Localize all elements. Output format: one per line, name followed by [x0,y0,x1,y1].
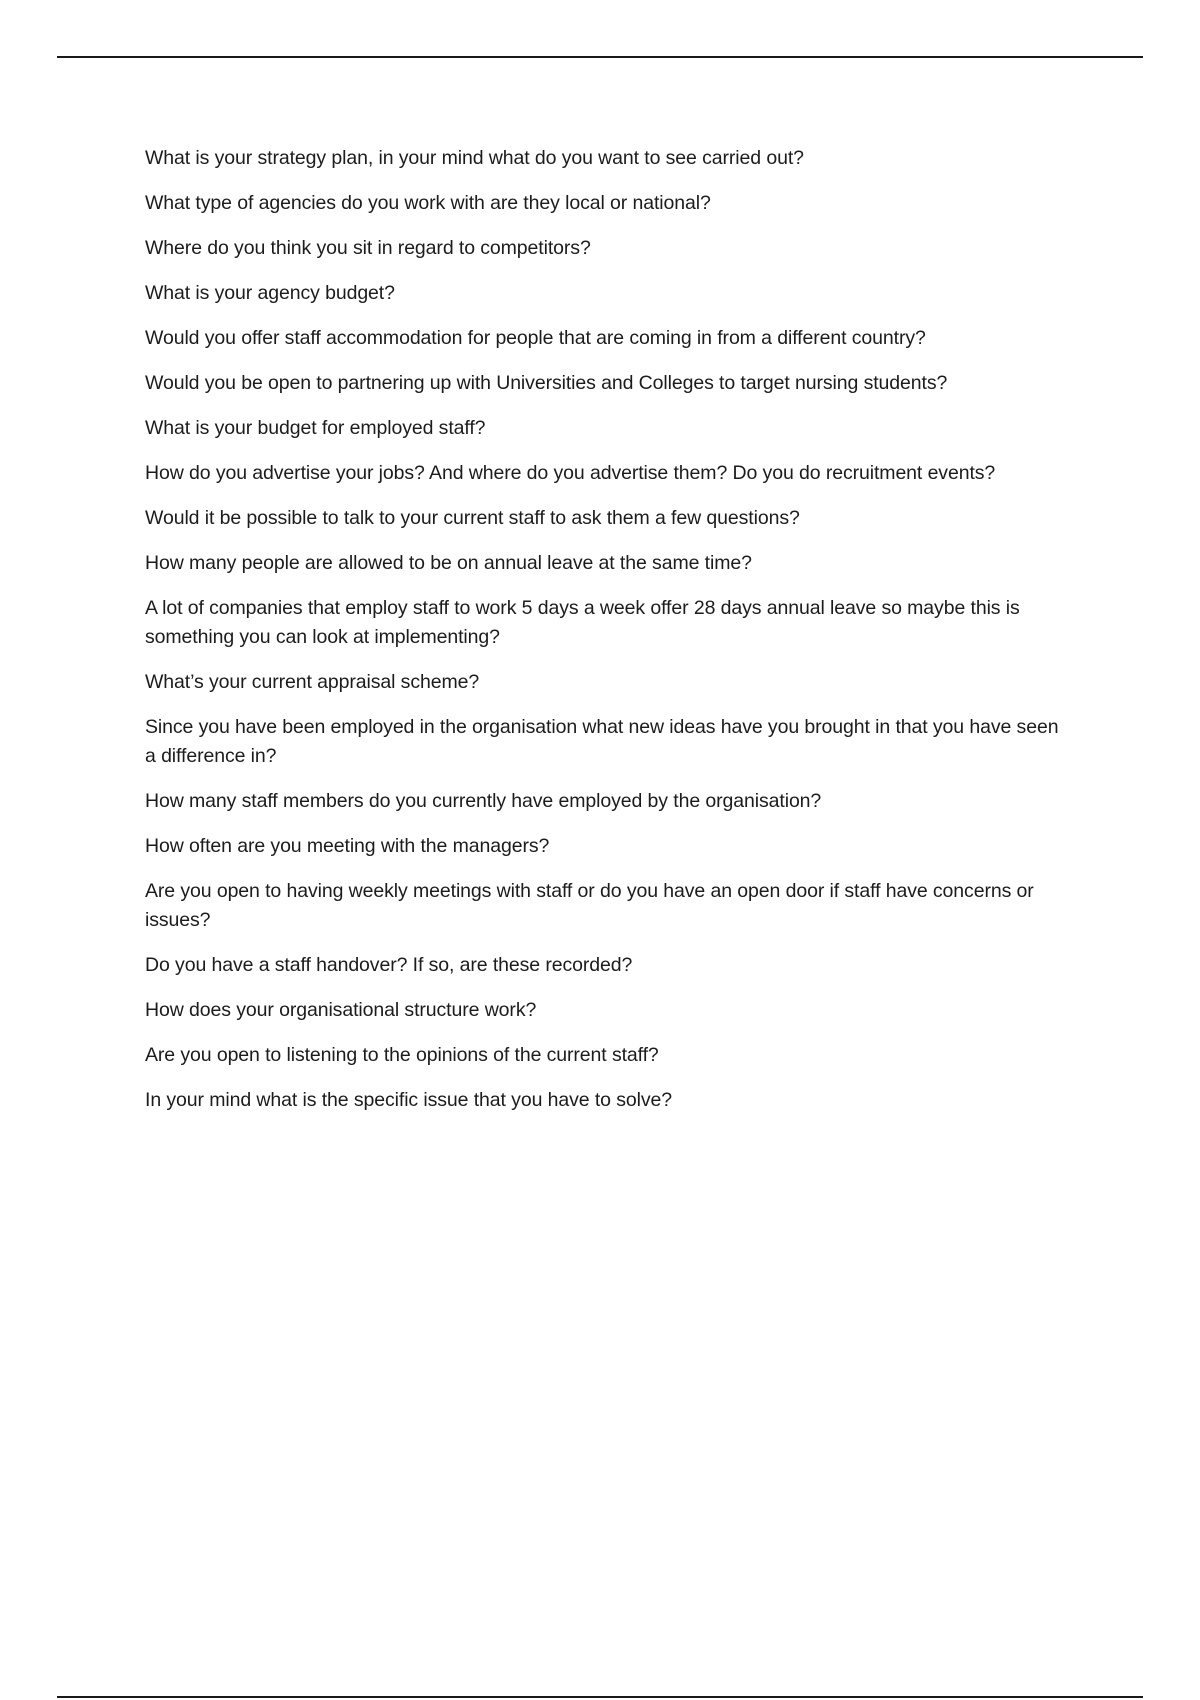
question-item: Do you have a staff handover? If so, are these recorded? [145,954,633,976]
question-item: What is your agency budget? [145,282,395,304]
question-item: How does your organisational structure work? [145,999,537,1021]
question-item: Would you offer staff accommodation for people that are coming in from a different country? [145,327,926,349]
question-item: Would you be open to partnering up with Universities and Colleges to target nursing students? [145,372,948,394]
question-item: In your mind what is the specific issue that you have to solve? [145,1089,672,1111]
question-item: A lot of companies that employ staff to work 5 days a week offer 28 days annual leave so maybe this is something you can look at implementing? [145,597,1020,648]
footer-rule [57,1696,1143,1698]
question-item: Since you have been employed in the organisation what new ideas have you brought in that you have seen a difference in? [145,716,1059,767]
question-item: What’s your current appraisal scheme? [145,671,480,693]
question-list [145,144,1065,1131]
question-item: How many people are allowed to be on annual leave at the same time? [145,552,752,574]
question-item: What type of agencies do you work with are they local or national? [145,192,711,214]
question-item: Are you open to having weekly meetings with staff or do you have an open door if staff have concerns or issues? [145,880,1034,931]
question-item: Where do you think you sit in regard to competitors? [145,237,591,259]
question-item: How do you advertise your jobs? And where do you advertise them? Do you do recruitment events? [145,462,996,484]
question-item: Are you open to listening to the opinions of the current staff? [145,1044,659,1066]
question-item: Would it be possible to talk to your current staff to ask them a few questions? [145,507,800,529]
question-item: What is your strategy plan, in your mind what do you want to see carried out? [145,147,804,169]
header-rule [57,56,1143,58]
question-item: How many staff members do you currently have employed by the organisation? [145,790,822,812]
question-item: How often are you meeting with the managers? [145,835,550,857]
question-item: What is your budget for employed staff? [145,417,486,439]
